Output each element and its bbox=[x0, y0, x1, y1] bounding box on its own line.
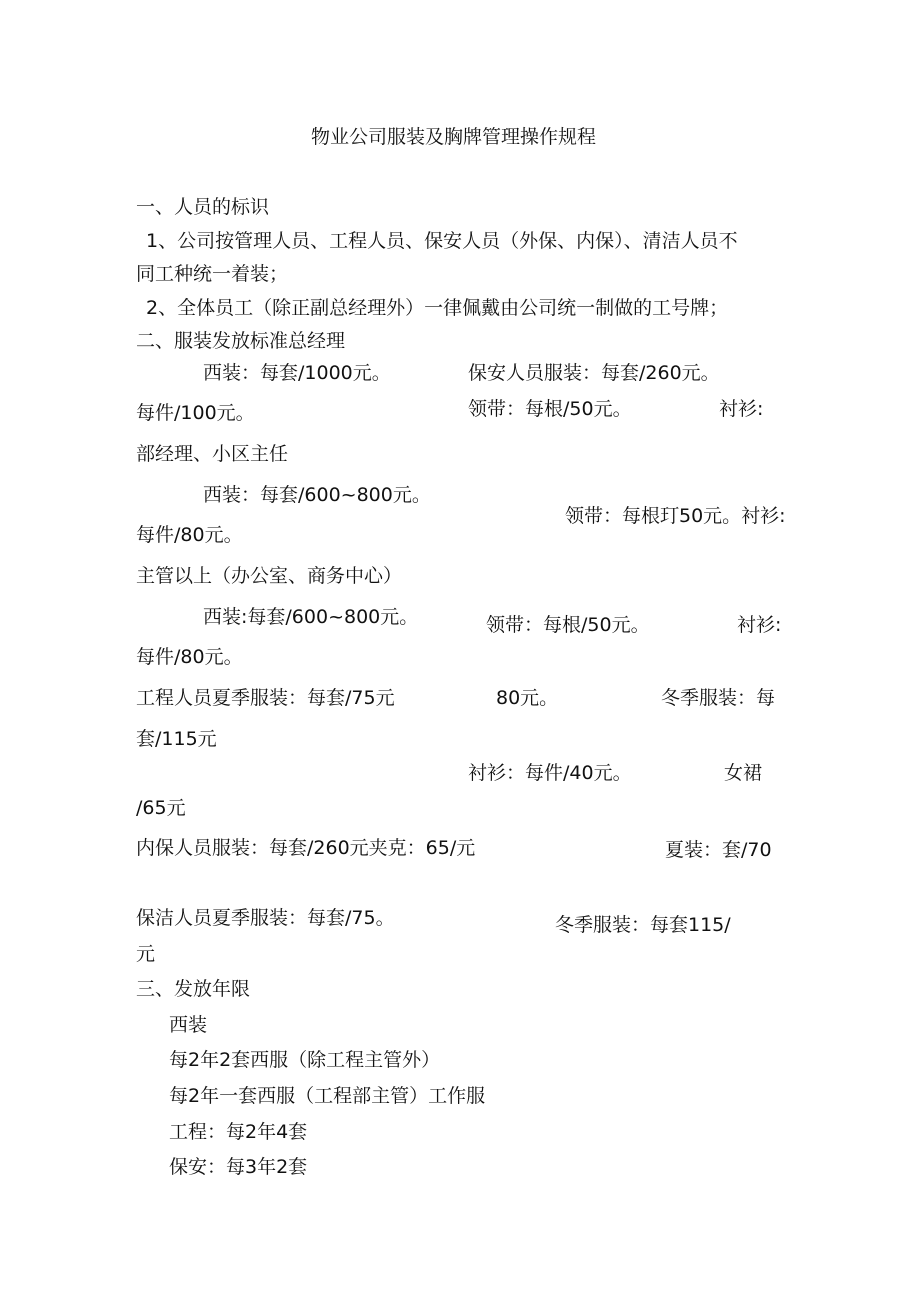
dept-suit-price: 西装：每套/600~800元。 bbox=[203, 484, 431, 506]
engineer-summer-uniform: 工程人员夏季服装：每套/75元 bbox=[136, 687, 395, 709]
supervisor-shirt-label: 衬衫: bbox=[737, 614, 782, 636]
document-title: 物业公司服装及胸牌管理操作规程 bbox=[311, 126, 597, 148]
section-2-heading: 二、服装发放标准总经理 bbox=[136, 330, 346, 352]
section-3-heading: 三、发放年限 bbox=[136, 978, 251, 1000]
engineer-winter-price: 套/115元 bbox=[136, 728, 217, 750]
supervisor-shirt-price: 每件/80元。 bbox=[136, 646, 243, 668]
engineer-winter-uniform: 冬季服装：每 bbox=[661, 687, 776, 709]
supervisor-tie-price: 领带：每根/50元。 bbox=[486, 614, 650, 636]
gm-suit-price: 西装：每套/1000元。 bbox=[203, 362, 391, 384]
supervisor-heading: 主管以上（办公室、商务中心） bbox=[136, 565, 403, 587]
s1-item1-line2: 同工种统一着装； bbox=[136, 263, 289, 285]
skirt-label: 女裙 bbox=[724, 762, 763, 784]
issue-security: 保安：每3年2套 bbox=[169, 1156, 308, 1178]
issue-rule-line1: 每2年2套西服（除工程主管外） bbox=[169, 1049, 441, 1071]
cleaner-yuan: 元 bbox=[136, 943, 156, 965]
issue-engineering: 工程：每2年4套 bbox=[169, 1121, 308, 1143]
gm-tie-price: 领带：每根/50元。 bbox=[468, 398, 632, 420]
supervisor-suit-price: 西装:每套/600~800元。 bbox=[203, 606, 419, 628]
guard-uniform-price: 保安人员服装：每套/260元。 bbox=[468, 362, 720, 384]
cleaner-winter-uniform: 冬季服装：每套115/ bbox=[555, 914, 731, 936]
issue-rule-line2: 每2年一套西服（工程部主管）工作服 bbox=[169, 1085, 486, 1107]
inner-guard-uniform: 内保人员服装：每套/260元夹克：65/元 bbox=[136, 837, 476, 859]
cleaner-summer-uniform: 保洁人员夏季服装：每套/75。 bbox=[136, 907, 395, 929]
gm-shirt-price: 每件/100元。 bbox=[136, 402, 255, 424]
dept-manager-heading: 部经理、小区主任 bbox=[136, 443, 289, 465]
shirt-price-40: 衬衫：每件/40元。 bbox=[468, 762, 632, 784]
summer-uniform-70: 夏装：套/70 bbox=[665, 839, 772, 861]
skirt-price: /65元 bbox=[136, 797, 186, 819]
s1-item1-line1: 1、公司按管理人员、工程人员、保安人员（外保、内保）、清洁人员不 bbox=[146, 230, 738, 252]
engineer-mid-price: 80元。 bbox=[496, 687, 559, 709]
issue-suit-label: 西装 bbox=[169, 1014, 208, 1036]
dept-shirt-price: 每件/80元。 bbox=[136, 524, 243, 546]
gm-shirt-label: 衬衫: bbox=[719, 398, 764, 420]
section-1-heading: 一、人员的标识 bbox=[136, 196, 270, 218]
s1-item2: 2、全体员工（除正副总经理外）一律佩戴由公司统一制做的工号牌； bbox=[146, 297, 729, 319]
dept-tie-shirt: 领带：每根玎50元。衬衫: bbox=[565, 505, 786, 527]
